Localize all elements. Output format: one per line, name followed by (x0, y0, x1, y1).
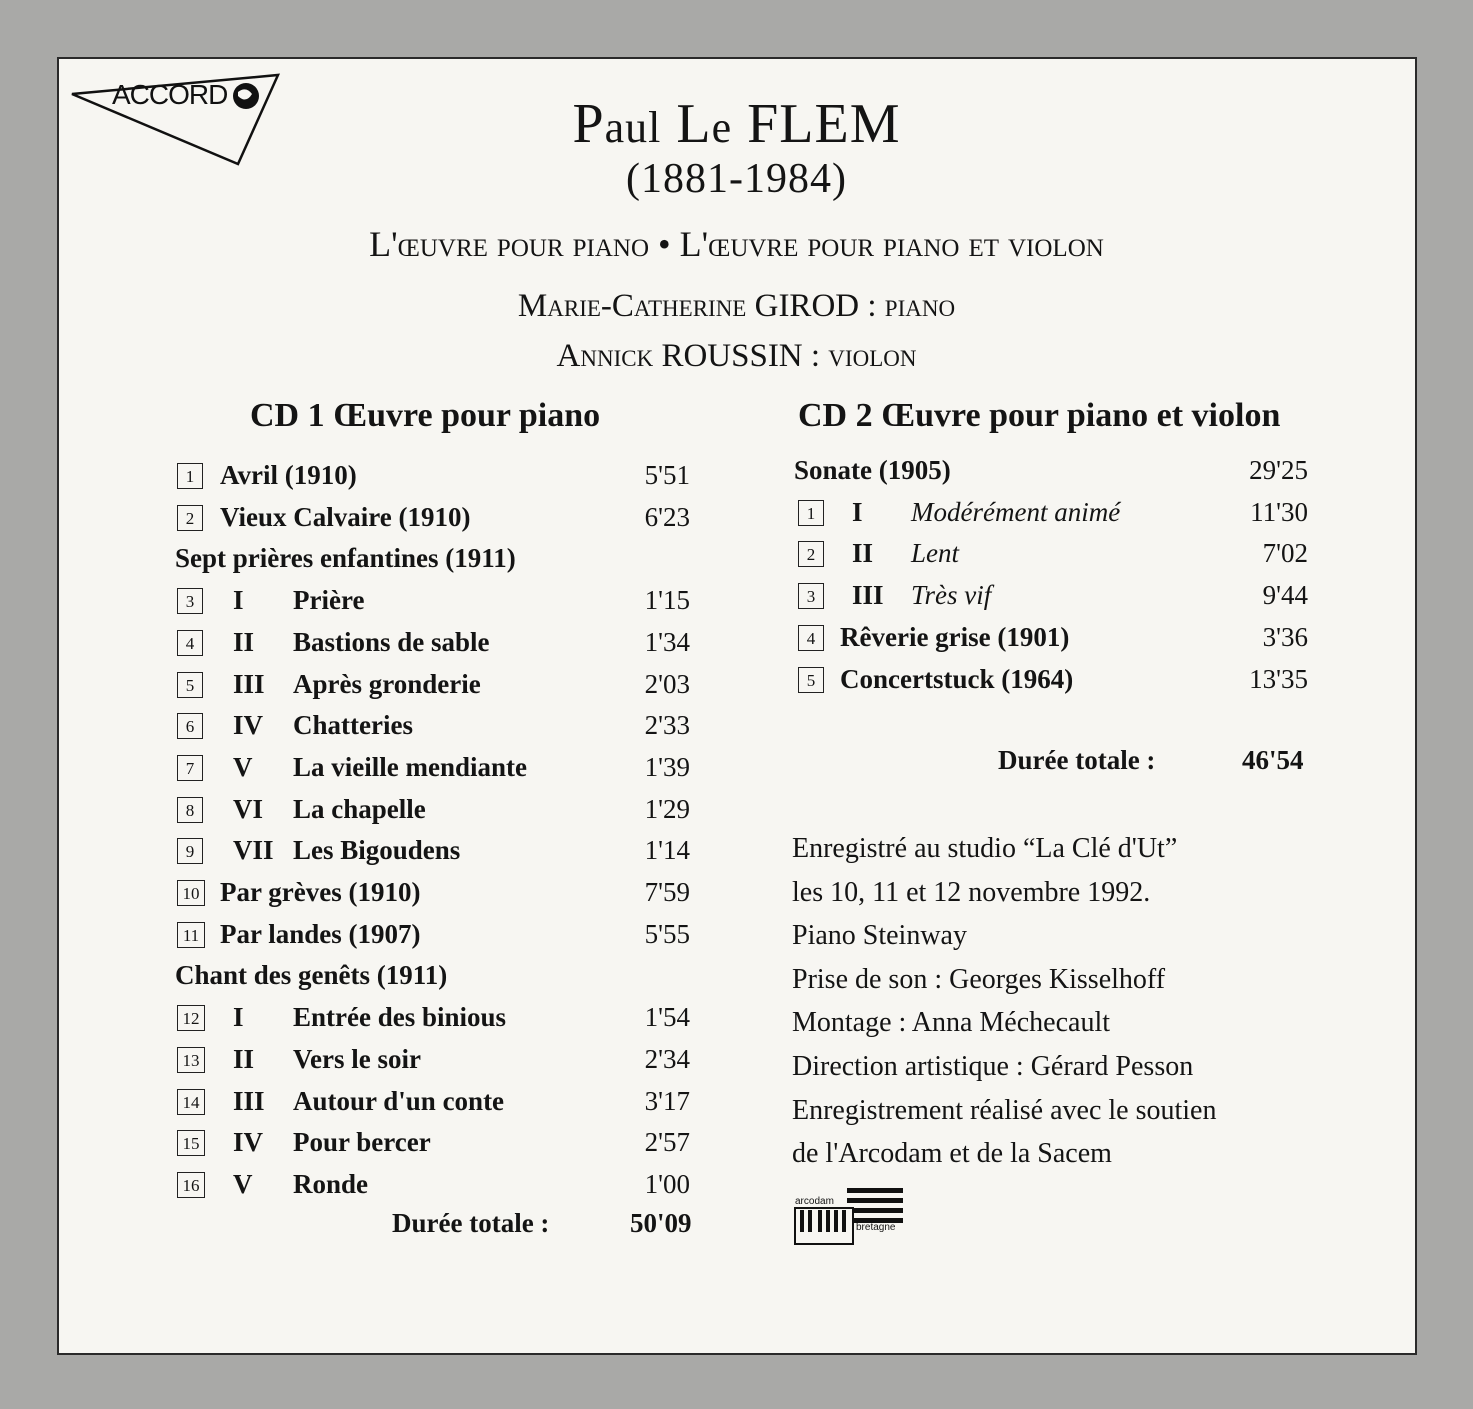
track-title: Très vif (911, 580, 992, 611)
cd1-total-label: Durée totale : (392, 1208, 550, 1238)
credit-line: Montage : Anna Méchecault (792, 1007, 1111, 1039)
track-title: Par grèves (1910) (220, 877, 421, 907)
arcodam-logo-text: arcodam (795, 1196, 834, 1207)
track-title: Lent (911, 538, 960, 569)
track-row (794, 661, 1308, 697)
track-row (175, 624, 690, 660)
track-title: Après gronderie (293, 668, 481, 699)
track-duration: 1'00 (644, 1168, 690, 1199)
credit-line: Enregistrement réalisé avec le soutien (792, 1094, 1217, 1126)
track-title: Entrée des binious (293, 1002, 507, 1033)
track-row (175, 582, 690, 618)
track-title: Prière (293, 585, 365, 616)
track-title: Par landes (1907) (220, 918, 421, 949)
group-title: Sept prières enfantines (1911) (175, 543, 516, 574)
track-number-box: 1 (798, 500, 824, 526)
movement-number: VII (233, 835, 274, 866)
track-row (175, 957, 690, 993)
movement-number: V (233, 751, 253, 782)
cd2-title: CD 2 Œuvre pour piano et violon (798, 397, 1281, 434)
track-title: Chatteries (293, 710, 413, 741)
credit-line: de l'Arcodam et de la Sacem (792, 1138, 1112, 1170)
track-row (794, 619, 1308, 655)
movement-number: III (233, 1085, 265, 1116)
track-number-box: 1 (177, 463, 203, 489)
track-row (175, 749, 690, 785)
track-duration: 3'17 (644, 1085, 690, 1116)
track-number-box: 11 (177, 922, 205, 948)
movement-number: VI (233, 793, 264, 824)
track-title: Rêverie grise (1901) (840, 621, 1070, 652)
track-row (175, 1041, 690, 1077)
track-title: Vers le soir (293, 1043, 421, 1074)
track-number-box: 9 (177, 838, 203, 864)
track-duration: 13'35 (1249, 663, 1308, 694)
movement-number: II (233, 626, 255, 657)
movement-number: I (233, 585, 244, 616)
track-number-box: 2 (177, 505, 203, 531)
track-row (175, 457, 690, 493)
track-row (175, 540, 690, 576)
movement-number: III (233, 668, 265, 699)
movement-number: I (852, 496, 863, 527)
track-row (794, 452, 1308, 488)
group-title: Sonate (1905) (794, 455, 951, 485)
track-row (794, 577, 1308, 613)
movement-number: II (852, 538, 874, 569)
performer-violin: Annick ROUSSIN : violon (556, 338, 917, 374)
track-number-box: 4 (177, 630, 203, 656)
track-duration: 5'51 (644, 460, 690, 490)
track-duration: 2'34 (644, 1043, 690, 1074)
track-duration: 2'57 (644, 1127, 690, 1158)
track-duration: 2'03 (644, 668, 690, 699)
track-title: Avril (1910) (220, 460, 357, 490)
track-row (175, 999, 690, 1035)
credit-line: Prise de son : Georges Kisselhoff (792, 963, 1166, 995)
composer-dates: (1881-1984) (626, 156, 847, 202)
track-title: Vieux Calvaire (1910) (220, 501, 471, 532)
track-number-box: 3 (798, 583, 824, 609)
track-row (175, 1166, 690, 1202)
movement-number: IV (233, 710, 264, 741)
track-title: Ronde (293, 1168, 369, 1199)
track-title: La chapelle (293, 793, 426, 824)
track-row (175, 832, 690, 868)
accord-logo-text: ACCORD (112, 79, 228, 110)
movement-number: IV (233, 1127, 264, 1158)
track-title: Les Bigoudens (293, 835, 461, 866)
track-title: Autour d'un conte (293, 1085, 505, 1116)
track-number-box: 15 (177, 1130, 205, 1156)
track-number-box: 4 (798, 625, 824, 651)
track-number-box: 6 (177, 713, 203, 739)
performer-piano: Marie-Catherine GIROD : piano (517, 288, 956, 324)
track-row (175, 666, 690, 702)
track-number-box: 5 (798, 667, 824, 693)
track-number-box: 7 (177, 755, 203, 781)
track-row (794, 535, 1308, 571)
track-number-box: 13 (177, 1047, 205, 1073)
track-number-box: 12 (177, 1005, 205, 1031)
cd1-total-duration: 50'09 (630, 1208, 692, 1238)
track-duration: 3'36 (1262, 621, 1308, 652)
album-subtitle: L'œuvre pour piano • L'œuvre pour piano et violon (369, 224, 1104, 264)
track-title: Concertstuck (1964) (840, 663, 1074, 694)
track-duration: 11'30 (1250, 496, 1308, 527)
track-duration: 29'25 (1249, 455, 1308, 485)
track-title: La vieille mendiante (293, 751, 527, 782)
track-number-box: 8 (177, 797, 203, 823)
track-row (175, 916, 690, 952)
track-row (175, 1083, 690, 1119)
track-duration: 1'54 (644, 1002, 690, 1033)
track-number-box: 10 (177, 880, 205, 906)
track-title: Modérément animé (911, 496, 1121, 527)
track-duration: 1'29 (644, 793, 690, 824)
cd1-title: CD 1 Œuvre pour piano (250, 397, 601, 434)
track-row (175, 791, 690, 827)
track-duration: 7'59 (644, 877, 690, 907)
movement-number: II (233, 1043, 255, 1074)
track-number-box: 16 (177, 1172, 205, 1198)
track-row (175, 874, 690, 910)
track-number-box: 14 (177, 1089, 205, 1115)
track-number-box: 2 (798, 541, 824, 567)
track-row (175, 499, 690, 535)
track-number-box: 3 (177, 588, 203, 614)
track-duration: 6'23 (644, 501, 690, 532)
track-row (175, 707, 690, 743)
track-row (175, 1124, 690, 1160)
composer-name: Paul Le FLEM (572, 93, 901, 155)
track-duration: 1'14 (644, 835, 690, 866)
track-duration: 1'34 (644, 626, 690, 657)
track-duration: 1'39 (644, 751, 690, 782)
track-duration: 2'33 (644, 710, 690, 741)
movement-number: I (233, 1002, 244, 1033)
track-duration: 1'15 (644, 585, 690, 616)
track-duration: 9'44 (1262, 580, 1308, 611)
track-title: Bastions de sable (293, 626, 490, 657)
cd2-total-duration: 46'54 (1242, 745, 1304, 775)
credit-line: Piano Steinway (792, 920, 967, 952)
movement-number: III (852, 580, 884, 611)
credit-line: Direction artistique : Gérard Pesson (792, 1051, 1194, 1082)
credit-line: Enregistré au studio “La Clé d'Ut” (792, 833, 1178, 864)
movement-number: V (233, 1168, 253, 1199)
track-title: Pour bercer (293, 1127, 431, 1158)
cd2-total-label: Durée totale : (998, 745, 1156, 775)
track-duration: 5'55 (644, 918, 690, 949)
bretagne-logo-text: bretagne (856, 1222, 896, 1233)
credit-line: les 10, 11 et 12 novembre 1992. (792, 876, 1151, 908)
group-title: Chant des genêts (1911) (175, 960, 448, 991)
track-duration: 7'02 (1262, 538, 1308, 569)
track-number-box: 5 (177, 672, 203, 698)
track-row (794, 494, 1308, 530)
